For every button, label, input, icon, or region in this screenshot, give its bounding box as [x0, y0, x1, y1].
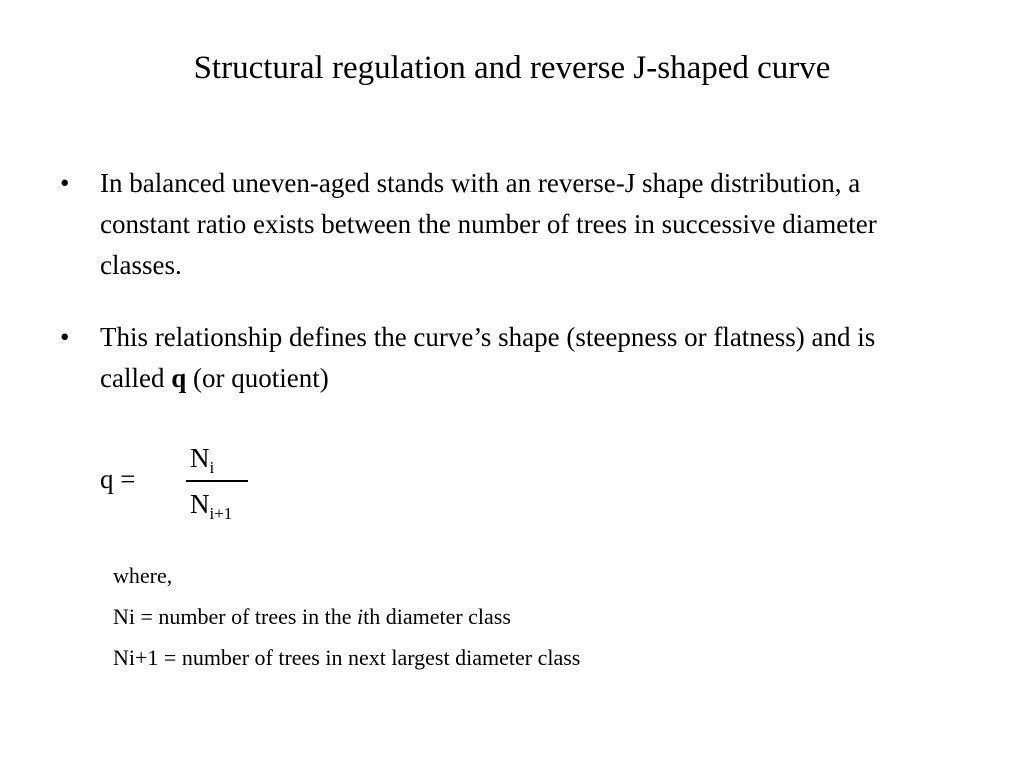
slide-title: Structural regulation and reverse J-shaped curve [193, 50, 831, 86]
definition-text: Ni = number of trees in the [113, 604, 357, 629]
bullet-text-part: (or quotient) [186, 363, 329, 393]
formula-definitions [113, 555, 580, 678]
formula-denominator [190, 486, 232, 522]
formula-numerator [190, 440, 214, 476]
bullet-marker: • [60, 322, 70, 352]
ni1-definition: Ni+1 = number of trees in next largest diameter class [113, 645, 581, 670]
numerator-base: N [190, 443, 210, 473]
formula-lhs: q = [100, 464, 136, 494]
bullet-item-quotient [60, 317, 900, 399]
quotient-symbol: q [171, 363, 187, 393]
q-formula [100, 440, 300, 540]
denominator-subscript: i+1 [209, 504, 233, 523]
definition-text: th diameter class [363, 604, 511, 629]
bullet-text-part: This relationship defines the curve’s shape (steepness or flatness) and is called [100, 322, 876, 393]
denominator-base: N [190, 489, 210, 519]
fraction-bar [186, 480, 248, 482]
italic-index: i [356, 604, 364, 629]
bullet-text: In balanced uneven-aged stands with an reverse-J shape distribution, a constant ratio exists between the number of trees in successive diameter classes. [100, 168, 877, 280]
bullet-item-constant-ratio [60, 163, 900, 286]
where-label: where, [113, 563, 173, 588]
bullet-marker: • [60, 168, 70, 198]
bullet-text [100, 317, 900, 399]
ni-definition [113, 596, 580, 637]
numerator-subscript: i [209, 458, 215, 477]
